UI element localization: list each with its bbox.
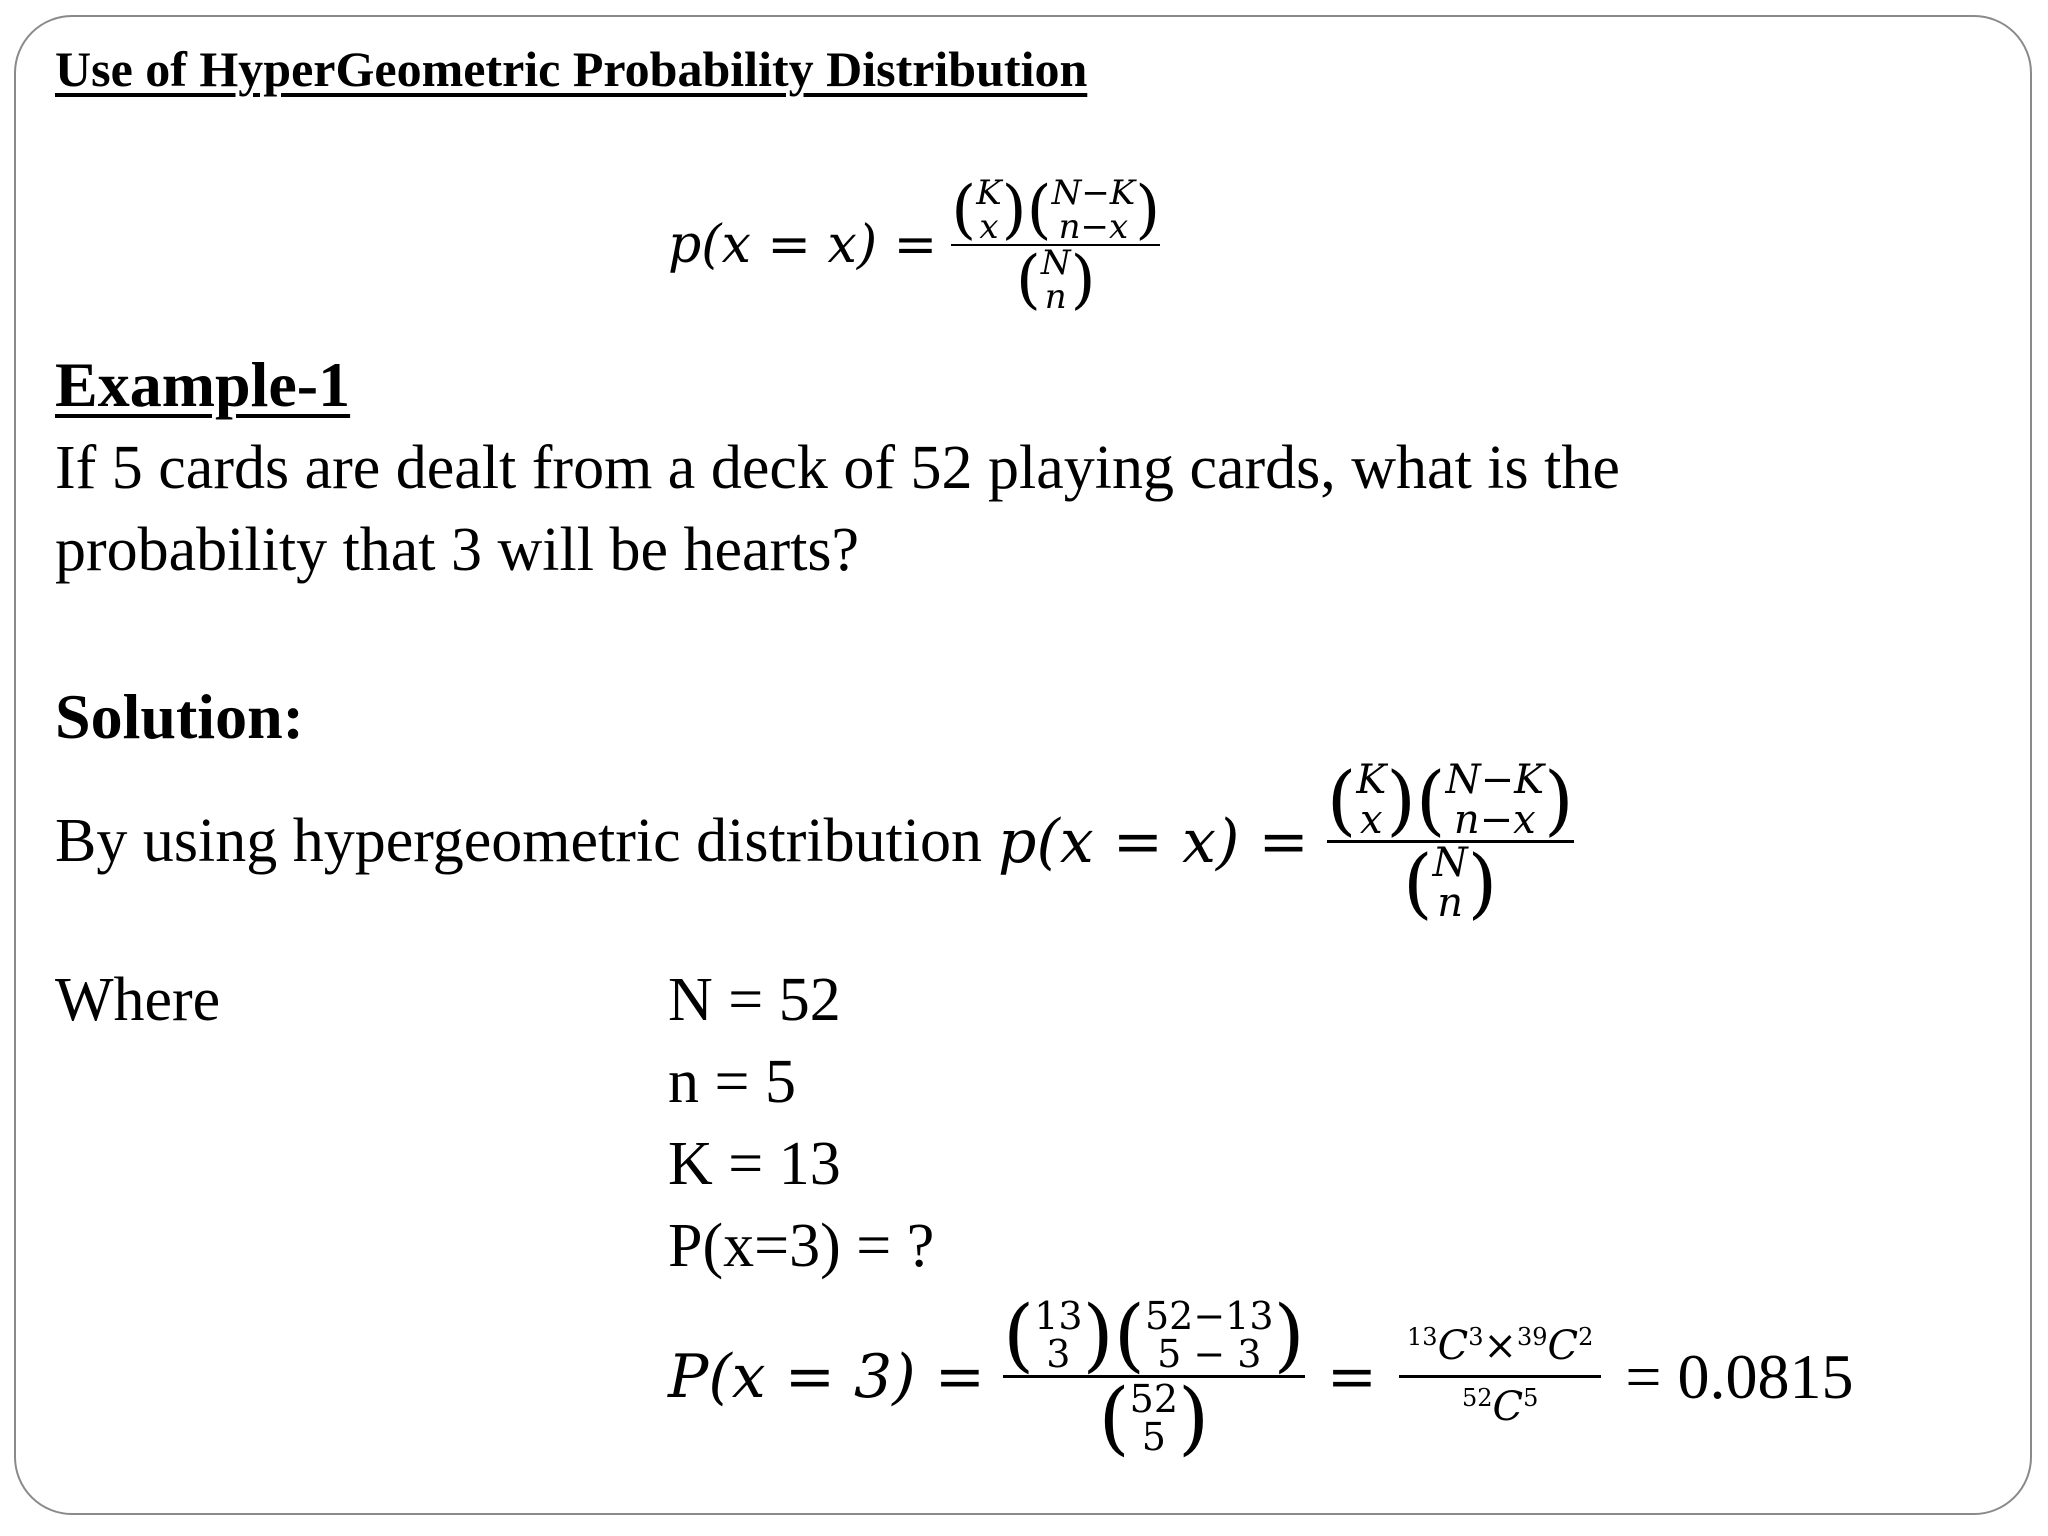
example-heading: Example-1 bbox=[55, 349, 351, 420]
method-line bbox=[55, 755, 1574, 927]
slide-title: Use of HyperGeometric Probability Distribution bbox=[55, 41, 1088, 97]
c3-sub: 5 bbox=[1523, 1384, 1539, 1412]
binom-n-n: ( N n ) bbox=[1403, 838, 1498, 927]
given-n: N = 52 bbox=[668, 966, 841, 1034]
binom-k-x: ( K x ) bbox=[1326, 755, 1416, 844]
c1-base: C bbox=[1437, 1323, 1469, 1369]
given-p: P(x=3) = ? bbox=[668, 1212, 935, 1280]
formula-lhs: p(x = x) = bbox=[668, 215, 938, 275]
binom-bottom: 3 bbox=[1046, 1332, 1071, 1376]
c2-base: C bbox=[1547, 1323, 1579, 1369]
c3-base: C bbox=[1492, 1384, 1524, 1430]
binom-52-5: ( 52 5 ) bbox=[1098, 1371, 1210, 1464]
final-computation bbox=[668, 1288, 1854, 1464]
binom-k-x: ( K x ) bbox=[951, 173, 1027, 247]
binom-13-3: ( 13 3 ) bbox=[1002, 1288, 1114, 1381]
binom-top: K bbox=[1356, 757, 1387, 803]
c1-sub: 3 bbox=[1468, 1323, 1484, 1351]
binom-top: 13 bbox=[1034, 1294, 1083, 1338]
binom-bottom: n bbox=[1044, 277, 1067, 317]
hypergeometric-formula bbox=[668, 173, 1161, 317]
binom-bottom: x bbox=[979, 207, 999, 247]
where-label: Where bbox=[55, 966, 221, 1034]
binom-bottom: 5 − 3 bbox=[1157, 1332, 1262, 1376]
c3-prefix: 52 bbox=[1462, 1384, 1493, 1412]
method-formula-lhs: p(x = x) = bbox=[998, 806, 1309, 877]
binom-top: N−K bbox=[1445, 757, 1544, 803]
question-line-1: If 5 cards are dealt from a deck of 52 playing cards, what is the bbox=[55, 434, 1620, 502]
solution-heading: Solution: bbox=[55, 681, 304, 752]
c2-prefix: 39 bbox=[1516, 1323, 1548, 1351]
binom-top: 52 bbox=[1129, 1377, 1179, 1421]
binom-bottom: x bbox=[1360, 797, 1383, 843]
formula-fraction bbox=[951, 173, 1161, 317]
method-formula-fraction bbox=[1326, 755, 1574, 927]
binom-bottom: n−x bbox=[1058, 207, 1129, 247]
binom-bottom: n bbox=[1437, 880, 1464, 926]
binom-bottom: 5 bbox=[1141, 1415, 1166, 1459]
binom-top: N bbox=[1432, 840, 1468, 886]
final-result: = 0.0815 bbox=[1625, 1340, 1854, 1412]
binom-nk-nx: ( N−K n−x ) bbox=[1415, 755, 1574, 844]
equals-sign: = bbox=[1326, 1341, 1378, 1412]
question-line-2: probability that 3 will be hearts? bbox=[55, 516, 860, 584]
given-k: K = 13 bbox=[668, 1130, 841, 1198]
binom-top: K bbox=[976, 173, 1002, 213]
final-fraction-binom bbox=[1002, 1288, 1305, 1464]
binom-top: N−K bbox=[1051, 173, 1136, 213]
binom-39-2: ( 52−13 5 − 3 ) bbox=[1113, 1288, 1305, 1381]
c2-sub: 2 bbox=[1578, 1323, 1594, 1351]
binom-top: 52−13 bbox=[1144, 1294, 1274, 1338]
final-lhs: P(x = 3) = bbox=[668, 1341, 985, 1412]
binom-n-n: ( N n ) bbox=[1015, 243, 1096, 317]
binom-top: N bbox=[1040, 243, 1071, 283]
method-text: By using hypergeometric distribution bbox=[55, 807, 983, 875]
given-small-n: n = 5 bbox=[668, 1048, 796, 1116]
binom-nk-nx: ( N−K n−x ) bbox=[1026, 173, 1161, 247]
binom-bottom: n−x bbox=[1453, 797, 1536, 843]
c1-prefix: 13 bbox=[1407, 1323, 1438, 1351]
times-sign: × bbox=[1483, 1323, 1517, 1369]
final-fraction-combination bbox=[1399, 1323, 1601, 1430]
